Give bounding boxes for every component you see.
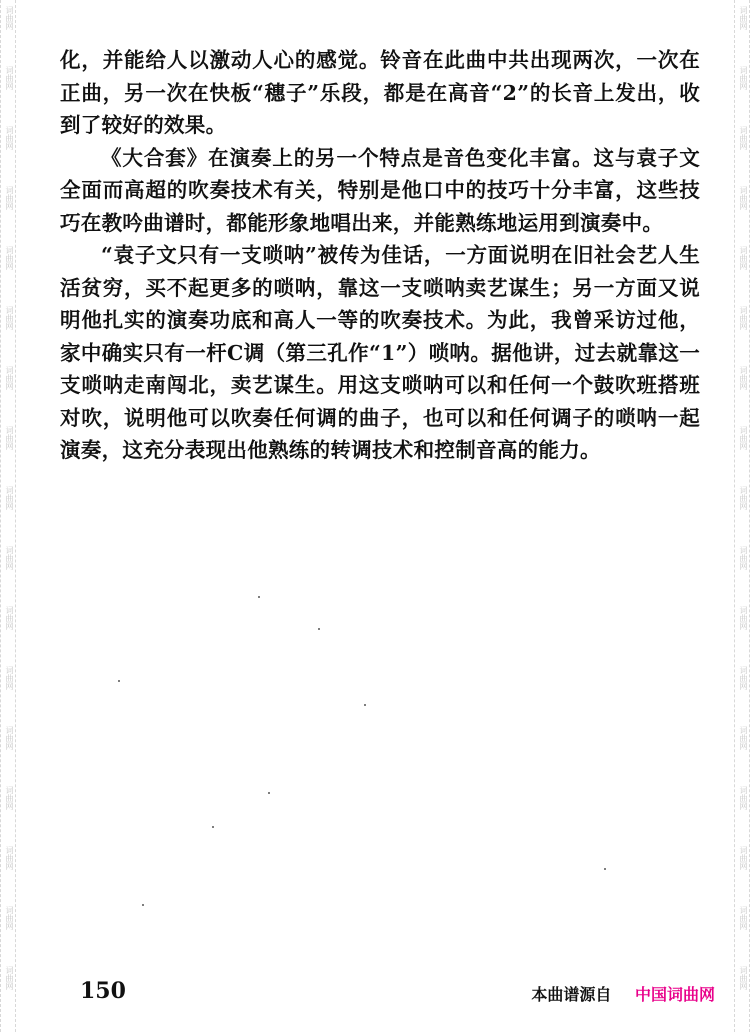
scan-speck <box>258 596 260 598</box>
scan-speck <box>604 868 606 870</box>
side-watermark-mark: 词曲网 <box>5 606 14 630</box>
page-number: 150 <box>80 978 126 1004</box>
scan-speck <box>142 904 144 906</box>
side-watermark-mark: 词曲网 <box>739 726 748 750</box>
scan-speck <box>318 628 320 630</box>
paragraph-continued: 化，并能给人以激动人心的感觉。铃音在此曲中共出现两次，一次在正曲，另一次在快板“穗子”乐段，都是在高音“2”的长音上发出，收到了较好的效果。 <box>60 48 700 137</box>
scan-speck <box>364 704 366 706</box>
right-margin-watermark-strip <box>734 0 750 1032</box>
side-watermark-mark: 词曲网 <box>739 786 748 810</box>
side-watermark-mark: 词曲网 <box>5 6 14 30</box>
paragraph-performance-timbre: 《大合套》在演奏上的另一个特点是音色变化丰富。这与袁子文全面而高超的吹奏技术有关，特别是他口中的技巧十分丰富，这些技巧在教吟曲谱时，都能形象地唱出来，并能熟练地运用到演奏中。 <box>60 145 700 235</box>
side-watermark-mark: 词曲网 <box>739 846 748 870</box>
side-watermark-mark: 词曲网 <box>5 726 14 750</box>
left-margin-watermark-strip <box>0 0 16 1032</box>
side-watermark-mark: 词曲网 <box>739 426 748 450</box>
side-watermark-mark: 词曲网 <box>739 126 748 150</box>
side-watermark-mark: 词曲网 <box>5 426 14 450</box>
side-watermark-mark: 词曲网 <box>739 366 748 390</box>
side-watermark-mark: 词曲网 <box>739 666 748 690</box>
source-label: 本曲谱源自 <box>531 985 612 1004</box>
scan-speck <box>212 826 214 828</box>
side-watermark-mark: 词曲网 <box>5 486 14 510</box>
side-watermark-mark: 词曲网 <box>5 906 14 930</box>
side-watermark-mark: 词曲网 <box>739 546 748 570</box>
side-watermark-mark: 词曲网 <box>5 846 14 870</box>
side-watermark-mark: 词曲网 <box>5 306 14 330</box>
side-watermark-mark: 词曲网 <box>739 246 748 270</box>
source-site-link[interactable]: 中国词曲网 <box>634 985 715 1004</box>
side-watermark-mark: 词曲网 <box>5 66 14 90</box>
side-watermark-mark: 词曲网 <box>739 486 748 510</box>
source-note <box>531 982 715 1005</box>
side-watermark-mark: 词曲网 <box>5 546 14 570</box>
side-watermark-mark: 词曲网 <box>5 786 14 810</box>
side-watermark-mark: 词曲网 <box>5 366 14 390</box>
side-watermark-mark: 词曲网 <box>5 186 14 210</box>
side-watermark-mark: 词曲网 <box>739 606 748 630</box>
page-body-text <box>60 44 700 467</box>
side-watermark-mark: 词曲网 <box>5 126 14 150</box>
side-watermark-mark: 词曲网 <box>5 246 14 270</box>
side-watermark-mark: 词曲网 <box>739 306 748 330</box>
paragraph-one-suona: “袁子文只有一支唢呐”被传为佳话，一方面说明在旧社会艺人生活贫穷，买不起更多的唢呐，靠这一支唢呐卖艺谋生；另一方面又说明他扎实的演奏功底和高人一等的吹奏技术。为此，我曾采访过他，家中确实只有一杆C调（第三孔作“1”）唢呐。据他讲，过去就靠这一支唢呐走南闯北，卖艺谋生。用这支唢呐可以和任何一个鼓吹班搭班对吹，说明他可以吹奏任何调的曲子，也可以和任何调子的唢呐一起演奏，这充分表现出他熟练的转调技术和控制音高的能力。 <box>60 243 700 462</box>
side-watermark-mark: 词曲网 <box>739 906 748 930</box>
side-watermark-mark: 词曲网 <box>739 66 748 90</box>
scan-speck <box>118 680 120 682</box>
scan-speck <box>268 792 270 794</box>
side-watermark-mark: 词曲网 <box>739 186 748 210</box>
side-watermark-mark: 词曲网 <box>739 6 748 30</box>
side-watermark-mark: 词曲网 <box>5 966 14 990</box>
side-watermark-mark: 词曲网 <box>739 966 748 990</box>
side-watermark-mark: 词曲网 <box>5 666 14 690</box>
